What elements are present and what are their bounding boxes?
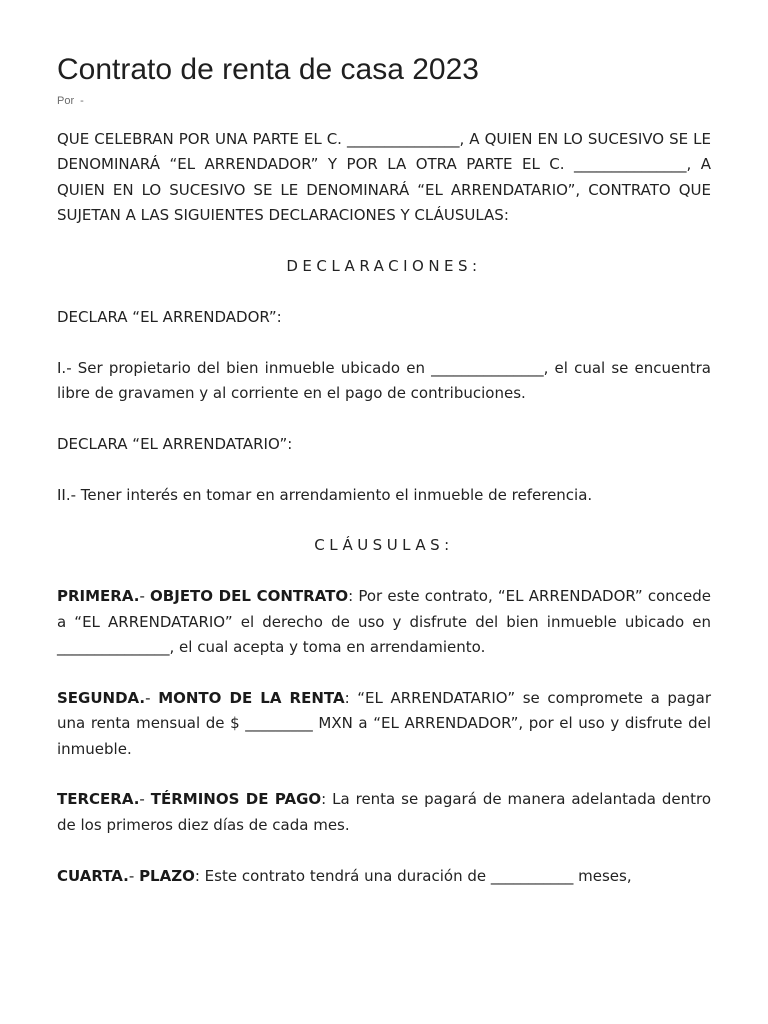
clause-ordinal: TERCERA.	[57, 790, 140, 809]
clause-tercera	[57, 787, 711, 838]
clause-text: : Este contrato tendrá una duración de ___________ meses,	[194, 866, 632, 885]
clause-text: : “EL ARRENDATARIO” se compromete a pagar una renta mensual de $ _________ MXN a “EL ARRENDADOR”, por el uso y disfrute del inmueble.	[57, 688, 711, 758]
clause-name: OBJETO DEL CONTRATO	[150, 587, 349, 606]
clause-name: PLAZO	[139, 866, 195, 885]
declara-arrendatario: DECLARA “EL ARRENDATARIO”:	[57, 434, 293, 453]
clause-text: : Por este contrato, “EL ARRENDADOR” concede a “EL ARRENDATARIO” el derecho de uso y disfrute del bien inmueble ubicado en _______________, el cual acepta y toma en arrendamiento.	[57, 587, 711, 657]
clausulas-heading: CLÁUSULAS:	[314, 536, 454, 555]
declaraciones-heading: DECLARACIONES:	[286, 257, 482, 276]
clause-text: : La renta se pagará de manera adelantada dentro de los primeros diez días de cada mes.	[57, 790, 712, 834]
byline-separator: -	[80, 95, 84, 107]
clause-cuarta	[57, 864, 711, 889]
declaration-1: I.- Ser propietario del bien inmueble ubicado en _______________, el cual se encuentra libre de gravamen y al corriente en el pago de contribuciones.	[57, 358, 711, 403]
page-title: Contrato de renta de casa 2023	[57, 53, 479, 86]
clause-primera	[57, 584, 711, 660]
clause-name: MONTO DE LA RENTA	[158, 688, 345, 707]
clause-segunda	[57, 686, 711, 762]
clause-separator: -	[139, 587, 151, 606]
intro-paragraph: QUE CELEBRAN POR UNA PARTE EL C. _______________, A QUIEN EN LO SUCESIVO SE LE DENOMINARÁ “EL ARRENDADOR” Y POR LA OTRA PARTE EL C. _______________, A QUIEN EN LO SUCESIVO SE LE DENOMINARÁ “EL ARRENDATARIO”, CONTRATO QUE SUJETAN A LAS SIGUIENTES DECLARACIONES Y CLÁUSULAS:	[57, 130, 711, 225]
contract-body	[57, 127, 711, 914]
byline	[57, 94, 84, 108]
byline-prefix: Por	[57, 95, 75, 107]
clause-ordinal: SEGUNDA.	[57, 688, 146, 707]
clause-separator: -	[139, 790, 151, 809]
declara-arrendador: DECLARA “EL ARRENDADOR”:	[57, 307, 282, 326]
clause-name: TÉRMINOS DE PAGO	[150, 790, 322, 809]
declaration-2: II.- Tener interés en tomar en arrendamiento el inmueble de referencia.	[57, 485, 593, 504]
clause-separator: -	[128, 866, 140, 885]
clause-separator: -	[145, 688, 159, 707]
clause-ordinal: CUARTA.	[57, 866, 129, 885]
clause-ordinal: PRIMERA.	[57, 587, 140, 606]
